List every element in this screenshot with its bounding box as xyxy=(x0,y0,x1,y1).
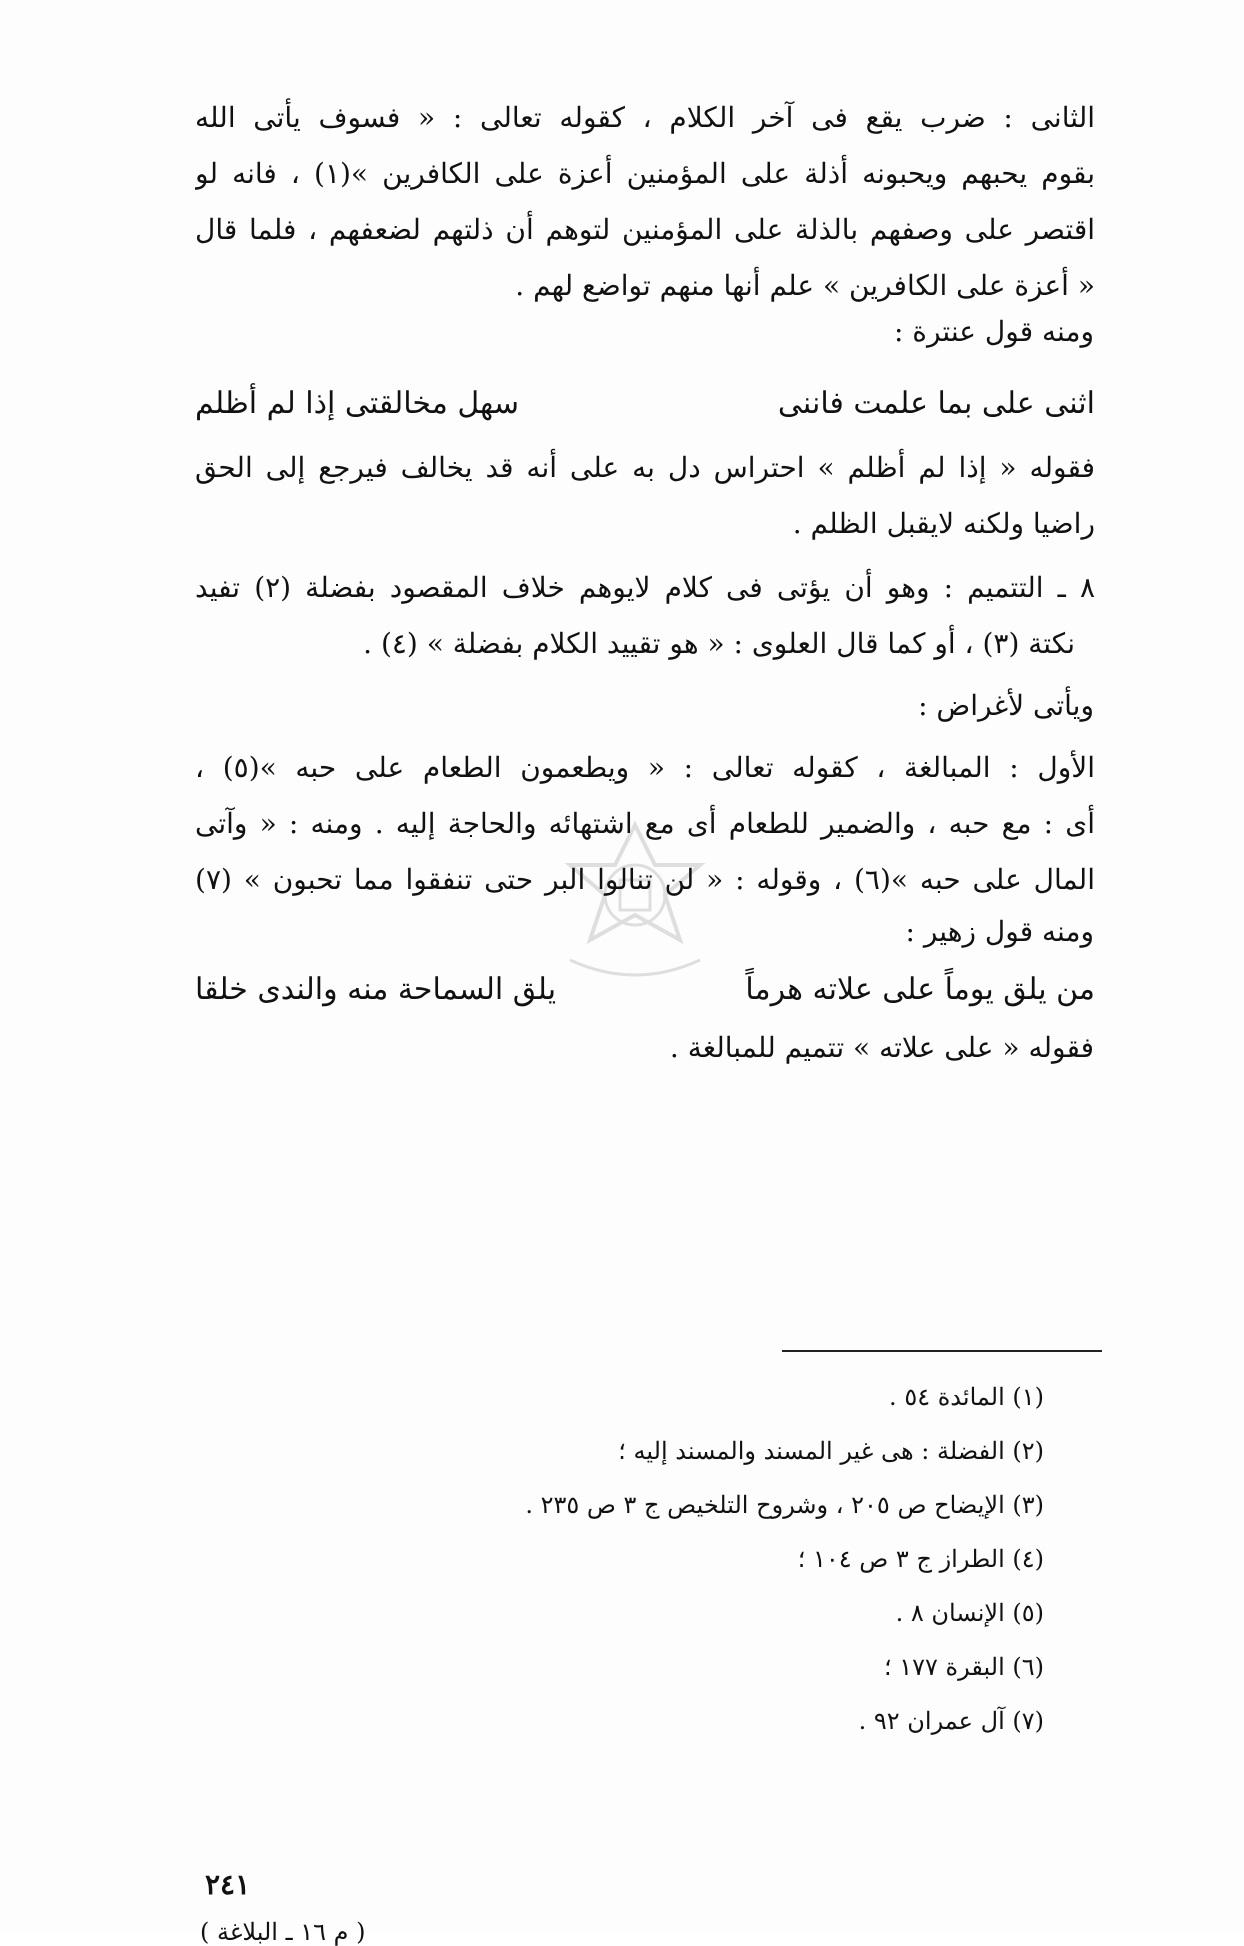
footnote-item: (٣) الإيضاح ص ٢٠٥ ، وشروح التلخيص ج ٣ ص ٢٣٥ . xyxy=(525,1491,1044,1519)
footnote-item: (٥) الإنسان ٨ . xyxy=(895,1599,1044,1627)
paragraph-mubalagha xyxy=(195,740,1095,908)
text-line: « أعزة على الكافرين » علم أنها منهم تواضع لهم . xyxy=(515,269,1095,302)
purposes-intro: ويأتى لأغراض : xyxy=(918,689,1094,722)
text-line: اقتصر على وصفهم بالذلة على المؤمنين لتوهم أن ذلتهم لضعفهم ، فلما قال xyxy=(195,213,1095,246)
text-line: الأول : المبالغة ، كقوله تعالى : « ويطعمون الطعام على حبه »(٥) ، xyxy=(195,751,1095,784)
verse-hemistich-second: يلق السماحة منه والندى خلقا xyxy=(195,972,557,1007)
text-line: فقوله « إذا لم أظلم » احتراس دل به على أنه قد يخالف فيرجع إلى الحق xyxy=(195,451,1095,484)
paragraph-second-type xyxy=(195,90,1095,314)
footnotes-list xyxy=(164,1370,1044,1748)
footnote-item: (٤) الطراز ج ٣ ص ١٠٤ ؛ xyxy=(797,1545,1044,1573)
text-line: بقوم يحبهم ويحبونه أذلة على المؤمنين أعزة على الكافرين »(١) ، فانه لو xyxy=(195,157,1095,190)
verse-antara xyxy=(195,382,1095,426)
paragraph-tatmim-definition xyxy=(195,560,1095,672)
text-line: المال على حبه »(٦) ، وقوله : « لن تنالوا البر حتى تنفقوا مما تحبون » (٧) xyxy=(195,863,1095,896)
antara-intro: ومنه قول عنترة : xyxy=(893,315,1094,348)
signature-mark: ( م ١٦ ـ البلاغة ) xyxy=(200,1918,366,1946)
zuhair-intro: ومنه قول زهير : xyxy=(905,915,1094,948)
page-number: ٢٤١ xyxy=(205,1868,251,1901)
verse-hemistich-second: سهل مخالقتى إذا لم أظلم xyxy=(195,386,520,421)
verse-zuhair xyxy=(195,968,1095,1012)
footnote-separator xyxy=(782,1350,1102,1352)
text-line: أى : مع حبه ، والضمير للطعام أى مع اشتهائه والحاجة إليه . ومنه : « وآتى xyxy=(195,807,1095,840)
footnote-item: (٢) الفضلة : هى غير المسند والمسند إليه ؛ xyxy=(618,1437,1044,1465)
text-line: راضيا ولكنه لايقبل الظلم . xyxy=(792,507,1095,540)
paragraph-tatmim-conclusion: فقوله « على علاته » تتميم للمبالغة . xyxy=(669,1031,1094,1064)
footnote-item: (٦) البقرة ١٧٧ ؛ xyxy=(883,1653,1044,1681)
verse-hemistich-first: من يلق يوماً على علاته هرماً xyxy=(745,972,1095,1007)
text-line: ٨ ـ التتميم : وهو أن يؤتى فى كلام لايوهم خلاف المقصود بفضلة (٢) تفيد xyxy=(195,571,1095,604)
verse-hemistich-first: اثنى على بما علمت فاننى xyxy=(777,386,1095,421)
footnote-item: (١) المائدة ٥٤ . xyxy=(889,1383,1044,1411)
footnote-item: (٧) آل عمران ٩٢ . xyxy=(858,1707,1044,1735)
text-line: الثانى : ضرب يقع فى آخر الكلام ، كقوله تعالى : « فسوف يأتى الله xyxy=(195,101,1095,134)
paragraph-ihtiras-explanation xyxy=(195,440,1095,552)
text-line: نكتة (٣) ، أو كما قال العلوى : « هو تقييد الكلام بفضلة » (٤) . xyxy=(363,627,1075,660)
